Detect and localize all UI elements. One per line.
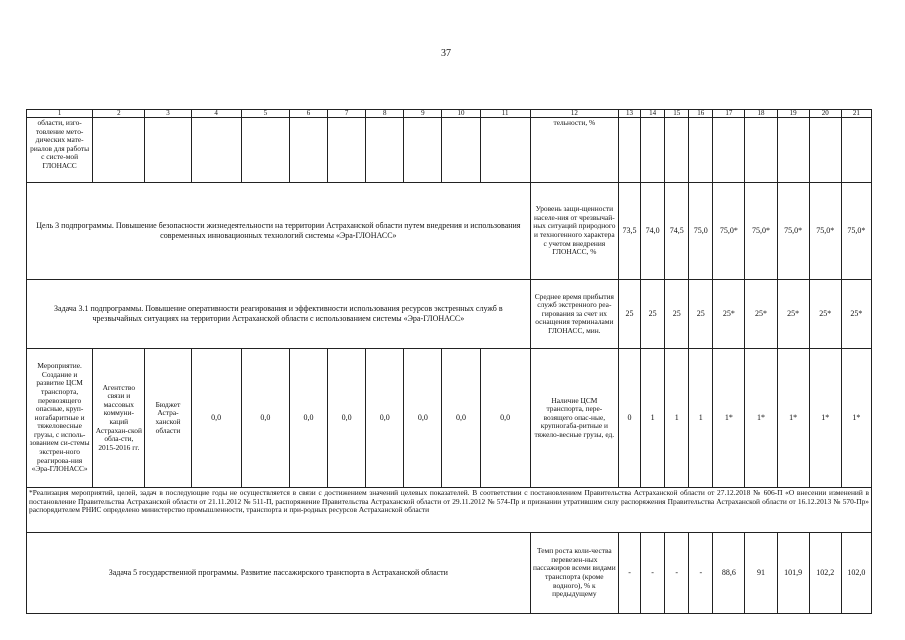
column-number: 15 (665, 110, 689, 118)
value-cell: - (641, 533, 665, 614)
value-cell: 25 (665, 280, 689, 349)
column-number: 19 (777, 110, 809, 118)
column-number: 13 (619, 110, 641, 118)
task-cell: Задача 3.1 подпрограммы. Повышение оперативности реагирования и эффективности использования ресурсов экстренных служб в чрезвычайных ситуациях на территории Астраханской области с использованием системы «Эра-ГЛОНАСС» (27, 280, 531, 349)
value-cell: 25 (689, 280, 713, 349)
value-cell: - (689, 533, 713, 614)
value-cell: 25* (713, 280, 745, 349)
value-cell: 1 (689, 349, 713, 488)
goal-cell: Цель 3 подпрограммы. Повышение безопасности жизнедеятельности на территории Астраханской области путем внедрения и использования современных инновационных технологий системы «Эра-ГЛОНАСС» (27, 183, 531, 280)
amount-cell: 0,0 (404, 349, 442, 488)
value-cell: 75,0* (809, 183, 841, 280)
value-cell: 25* (777, 280, 809, 349)
column-number: 10 (442, 110, 480, 118)
table-row (27, 349, 872, 488)
column-number: 6 (289, 110, 327, 118)
value-cell: - (665, 533, 689, 614)
table-row (27, 118, 872, 183)
value-cell: 25* (841, 280, 871, 349)
column-number: 11 (480, 110, 530, 118)
amount-cell: 0,0 (241, 349, 289, 488)
value-cell: 25* (809, 280, 841, 349)
indicator-cell: тельности, % (530, 118, 618, 183)
column-number-row (27, 110, 872, 118)
column-number: 21 (841, 110, 871, 118)
column-number: 17 (713, 110, 745, 118)
column-number: 3 (145, 110, 191, 118)
amount-cell: 0,0 (328, 349, 366, 488)
executor-cell: Агентство связи и массовых коммуни-каций Астрахан-ской обла-сти, 2015-2016 гг. (93, 349, 145, 488)
column-number: 1 (27, 110, 93, 118)
amount-cell: 0,0 (191, 349, 241, 488)
value-cell: 25* (745, 280, 777, 349)
amount-cell: 0,0 (366, 349, 404, 488)
value-cell: 91 (745, 533, 777, 614)
measure-cell: Мероприятие. Создание и развитие ЦСМ транспорта, перевозящего опасные, круп-ногабаритные и тяжеловесные грузы, с исполь-зованием си-стемы экстрен-ного реагирова-ния «Эра-ГЛОНАСС» (27, 349, 93, 488)
value-cell: 75,0* (841, 183, 871, 280)
value-cell: 102,2 (809, 533, 841, 614)
value-cell: 102,0 (841, 533, 871, 614)
value-cell: 75,0 (689, 183, 713, 280)
column-number: 14 (641, 110, 665, 118)
task-cell: Задача 5 государственной программы. Развитие пассажирского транспорта в Астраханской области (27, 533, 531, 614)
amount-cell: 0,0 (442, 349, 480, 488)
measure-cell: области, изго-товление мето-дических мате-риалов для работы с систе-мой ГЛОНАСС (27, 118, 93, 183)
column-number: 20 (809, 110, 841, 118)
amount-cell: 0,0 (289, 349, 327, 488)
column-number: 5 (241, 110, 289, 118)
table-row (27, 280, 872, 349)
value-cell: 25 (641, 280, 665, 349)
value-cell: 1* (809, 349, 841, 488)
value-cell: 75,0* (745, 183, 777, 280)
column-number: 12 (530, 110, 618, 118)
column-number: 7 (328, 110, 366, 118)
amount-cell: 0,0 (480, 349, 530, 488)
indicator-cell: Наличие ЦСМ транспорта, пере-возящего опас-ные, крупногаба-ритные и тяжело-весные грузы, ед. (530, 349, 618, 488)
table-row (27, 533, 872, 614)
indicator-cell: Темп роста коли-чества перевезен-ных пассажиров всеми видами транспорта (кроме водного), % к предыдущему (530, 533, 618, 614)
value-cell: 88,6 (713, 533, 745, 614)
value-cell: 74,5 (665, 183, 689, 280)
value-cell: 1 (665, 349, 689, 488)
table-row (27, 488, 872, 533)
indicator-cell: Среднее время прибытия служб экстренного реа-гирования за счет их оснащения терминалами ГЛОНАСС, мин. (530, 280, 618, 349)
funding-source-cell: Бюджет Астра-ханской области (145, 349, 191, 488)
footnote-cell: *Реализация мероприятий, целей, задач в последующие годы не осуществляется в связи с достижением значений целевых показателей. В соответствии с постановлением Правительства Астраханской области от 27.12.2018 № 606-П «О внесении изменений в постановление Правительства Астраханской области от 21.11.2012 № 511-П, распоряжение Правительства Астраханской области от 29.11.2012 № 574-Пр и признании утратившим силу распоряжения Правительства Астраханской области от 16.12.2013 № 570-Пр» распорядителем РНИС определено министерство промышленности, транспорта и при-родных ресурсов Астраханской области (27, 488, 872, 533)
value-cell: 0 (619, 349, 641, 488)
value-cell: 1* (777, 349, 809, 488)
value-cell: 1* (713, 349, 745, 488)
value-cell: 101,9 (777, 533, 809, 614)
program-indicators-table (26, 109, 872, 614)
page-number: 37 (441, 48, 451, 59)
table-row (27, 183, 872, 280)
column-number: 4 (191, 110, 241, 118)
value-cell: 1* (841, 349, 871, 488)
column-number: 9 (404, 110, 442, 118)
value-cell: 74,0 (641, 183, 665, 280)
indicator-cell: Уровень защи-щенности населе-ния от чрезвычай-ных ситуаций природного и техногенного характера с учетом внедрения ГЛОНАСС, % (530, 183, 618, 280)
value-cell: 1 (641, 349, 665, 488)
column-number: 18 (745, 110, 777, 118)
column-number: 16 (689, 110, 713, 118)
column-number: 2 (93, 110, 145, 118)
value-cell: - (619, 533, 641, 614)
value-cell: 75,0* (713, 183, 745, 280)
value-cell: 73,5 (619, 183, 641, 280)
value-cell: 25 (619, 280, 641, 349)
value-cell: 1* (745, 349, 777, 488)
value-cell: 75,0* (777, 183, 809, 280)
column-number: 8 (366, 110, 404, 118)
